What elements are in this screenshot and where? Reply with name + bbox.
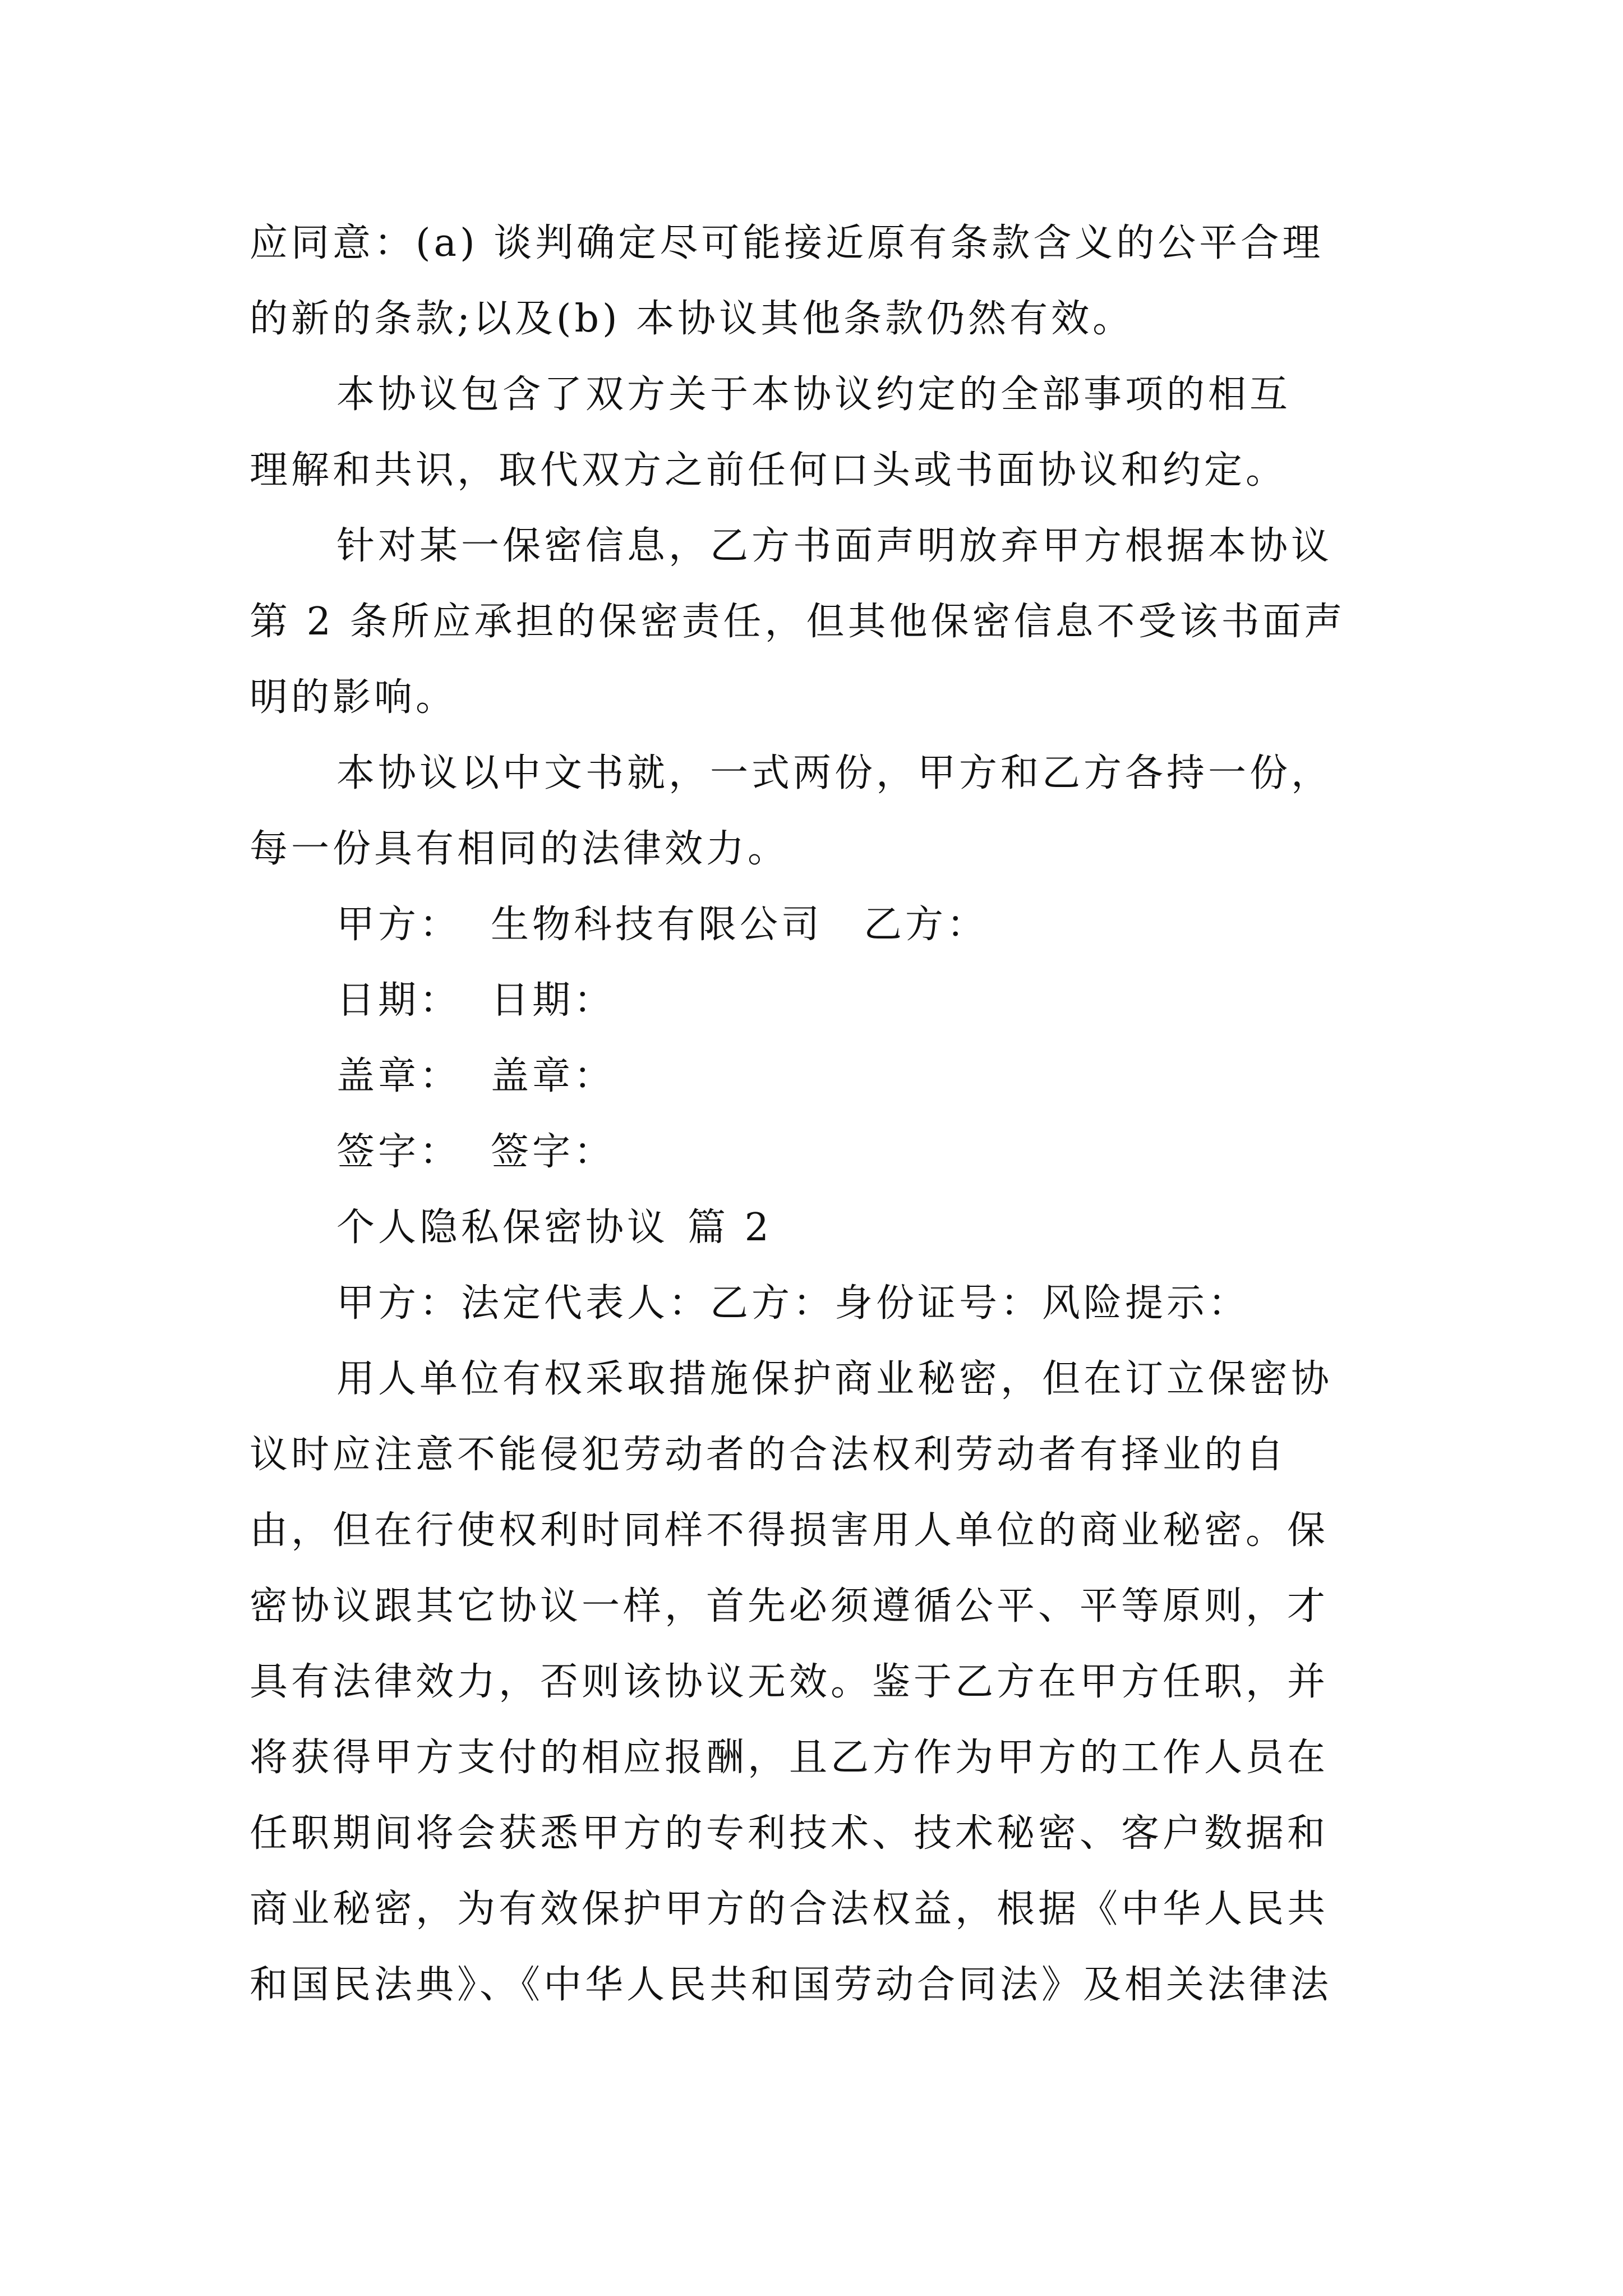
risk-line-1: 用人单位有权采取措施保护商业秘密，但在订立保密协: [336, 1357, 1333, 1401]
date-a-label: 日期：: [336, 978, 462, 1023]
risk-line-8: 商业秘密，为有效保护甲方的合法权益，根据《中华人民共: [250, 1887, 1329, 1931]
seal-a-label: 盖章：: [336, 1054, 462, 1098]
risk-line-6: 将获得甲方支付的相应报酬，且乙方作为甲方的工作人员在: [250, 1736, 1329, 1780]
sign-a-label: 签字：: [336, 1130, 462, 1174]
copies-line-1: 本协议以中文书就，一式两份，甲方和乙方各持一份，: [336, 751, 1333, 795]
risk-line-2: 议时应注意不能侵犯劳动者的合法权利劳动者有择业的自: [250, 1433, 1288, 1477]
section-header: [336, 1205, 772, 1250]
signature-row-party: [336, 903, 462, 947]
risk-line-4: 密协议跟其它协议一样，首先必须遵循公平、平等原则，才: [250, 1584, 1329, 1628]
risk-line-3: 由，但在行使权利时同样不得损害用人单位的商业秘密。保: [250, 1508, 1329, 1553]
parties-line: 甲方：法定代表人：乙方：身份证号：风险提示：: [336, 1281, 1250, 1326]
risk-line-5: 具有法律效力，否则该协议无效。鉴于乙方在甲方任职，并: [250, 1660, 1329, 1704]
party-a-label: 甲方：: [336, 903, 462, 947]
party-b-label: 乙方：: [864, 903, 989, 947]
waiver-line-3: 明的影响。: [250, 675, 458, 720]
risk-line-7: 任职期间将会获悉甲方的专利技术、技术秘密、客户数据和: [250, 1811, 1329, 1856]
section-number: 篇 2: [688, 1205, 772, 1250]
date-b-label: 日期：: [491, 978, 616, 1023]
clause-line-1: 应同意：(a) 谈判确定尽可能接近原有条款含义的公平合理: [250, 221, 1324, 265]
seal-b-label: 盖章：: [491, 1054, 616, 1098]
copies-line-2: 每一份具有相同的法律效力。: [250, 827, 790, 871]
waiver-line-2: 第 2 条所应承担的保密责任，但其他保密信息不受该书面声: [250, 600, 1346, 644]
waiver-line-1: 针对某一保密信息，乙方书面声明放弃甲方根据本协议: [336, 524, 1333, 568]
risk-line-9: 和国民法典》、《中华人民共和国劳动合同法》及相关法律法: [250, 1963, 1332, 2007]
section-title: 个人隐私保密协议: [336, 1205, 669, 1250]
clause-line-2: 的新的条款;以及(b) 本协议其他条款仍然有效。: [250, 297, 1135, 341]
sign-b-label: 签字：: [491, 1130, 616, 1174]
party-a-name: 生物科技有限公司: [491, 903, 823, 947]
entire-agreement-line-1: 本协议包含了双方关于本协议约定的全部事项的相互: [336, 372, 1292, 417]
entire-agreement-line-2: 理解和共识，取代双方之前任何口头或书面协议和约定。: [250, 448, 1288, 493]
